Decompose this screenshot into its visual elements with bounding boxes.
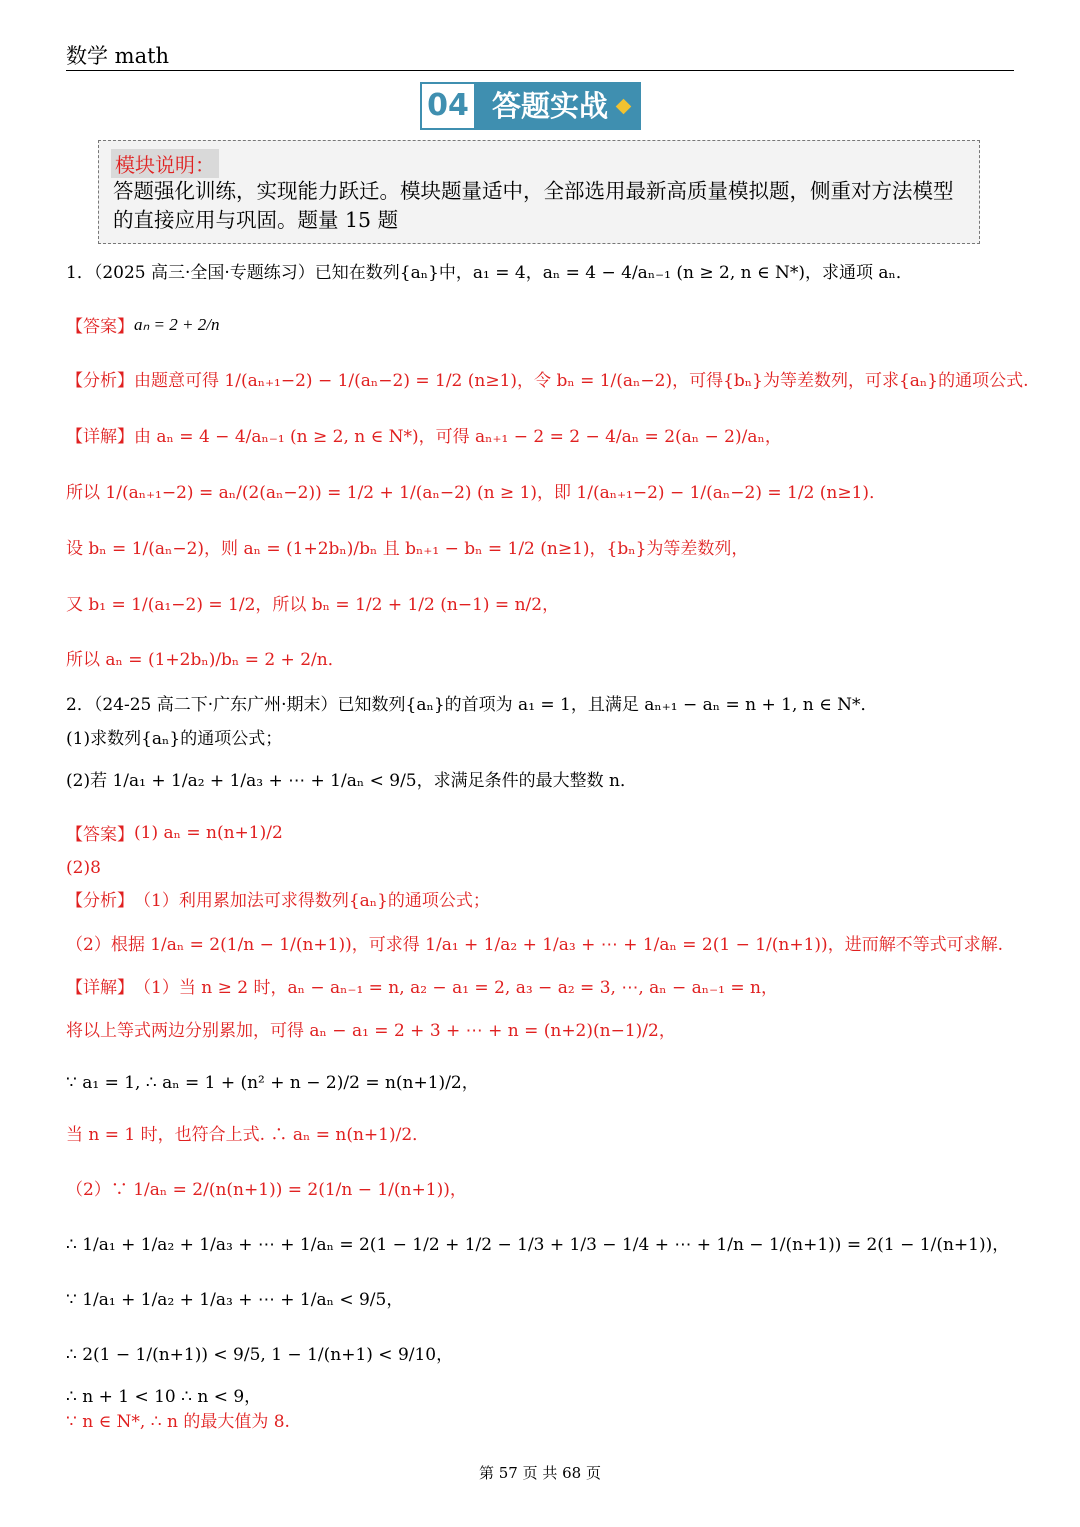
q1-detail-line-1 (66, 422, 782, 447)
q1-detail-line-2 (66, 478, 886, 503)
page-header-title: 数学 math (66, 44, 170, 68)
q2-part-2 (66, 766, 637, 791)
section-title-box (476, 82, 641, 130)
q2-detail-line-3 (66, 1068, 479, 1093)
q2-part-2-text: (2)若 1/a₁ + 1/a₂ + 1/a₃ + ⋯ + 1/aₙ < 9/5，求满足条件的最大整数 n． (66, 771, 637, 791)
q2-detail-text-6: ∴ 1/a₁ + 1/a₂ + 1/a₃ + ⋯ + 1/aₙ = 2(1 − 1/2 + 1/2 − 1/3 + 1/3 − 1/4 + ⋯ + 1/n − 1/(n+1)) = 2(1 − 1/(n+1))， (66, 1235, 1010, 1255)
q2-detail-text-3: ∵ a₁ = 1, ∴ aₙ = 1 + (n² + n − 2)/2 = n(n+1)/2， (66, 1073, 479, 1093)
q1-answer (66, 312, 219, 337)
q2-detail-label: 【详解】 (66, 978, 134, 998)
q2-detail-line-9 (66, 1382, 261, 1407)
q2-detail-text-8: ∴ 2(1 − 1/(n+1)) < 9/5, 1 − 1/(n+1) < 9/10， (66, 1345, 454, 1365)
q2-answer-1 (66, 820, 283, 845)
q1-detail-text-2: 所以 1/(aₙ₊₁−2) = aₙ/(2(aₙ−2)) = 1/2 + 1/(aₙ−2) (n ≥ 1)，即 1/(aₙ₊₁−2) − 1/(aₙ−2) = 1/2 (n≥1)． (66, 483, 887, 503)
q2-part-1-text: (1)求数列{aₙ}的通项公式； (66, 729, 283, 749)
q2-analysis-text-2: （2）根据 1/aₙ = 2(1/n − 1/(n+1))，可求得 1/a₁ + 1/a₂ + 1/a₃ + ⋯ + 1/aₙ = 2(1 − 1/(n+1))，进而解不等式可求解. (66, 935, 1004, 955)
page-number: 第 57 页 共 68 页 (478, 1464, 601, 1482)
q2-analysis-1 (66, 886, 490, 911)
q2-detail-text-9: ∴ n + 1 < 10 ∴ n < 9， (66, 1387, 262, 1407)
q2-detail-line-8 (66, 1340, 453, 1365)
q2-detail-text-1: （1）当 n ≥ 2 时，aₙ − aₙ₋₁ = n, a₂ − a₁ = 2, a₃ − a₂ = 3, ⋯, aₙ − aₙ₋₁ = n， (134, 978, 778, 998)
module-note-box (98, 140, 980, 244)
q2-detail-line-10 (66, 1407, 290, 1432)
q1-detail-text-4: 又 b₁ = 1/(a₁−2) = 1/2，所以 bₙ = 1/2 + 1/2 (n−1) = n/2， (66, 595, 560, 615)
q2-detail-line-6 (66, 1230, 1009, 1255)
module-text: 答题强化训练，实现能力跃迁。模块题量适中，全部选用最新高质量模拟题，侧重对方法模型的直接应用与巩固。题量 15 题 (113, 179, 954, 232)
q2-part-1 (66, 724, 282, 749)
q2-detail-text-5: （2）∵ 1/aₙ = 2/(n(n+1)) = 2(1/n − 1/(n+1))， (66, 1180, 467, 1200)
diamond-icon (616, 98, 632, 114)
q1-analysis-label: 【分析】 (66, 371, 134, 391)
q2-detail-text-4: 当 n = 1 时，也符合上式. ∴ aₙ = n(n+1)/2． (66, 1125, 430, 1145)
header-rule (66, 70, 1014, 71)
q2-detail-line-7 (66, 1285, 403, 1310)
module-label: 模块说明： (111, 149, 219, 178)
q2-stem (66, 690, 878, 715)
q1-detail-text-5: 所以 aₙ = (1+2bₙ)/bₙ = 2 + 2/n． (66, 650, 345, 670)
q2-analysis-2 (66, 930, 1003, 955)
q1-detail-label: 【详解】 (66, 427, 134, 447)
q2-answer-1-text: (1) aₙ = n(n+1)/2 (134, 822, 283, 843)
q2-detail-line-1 (66, 973, 778, 998)
q2-detail-line-4 (66, 1120, 429, 1145)
q2-lead-text: 2．（24-25 高二下·广东广州·期末）已知数列{aₙ}的首项为 a₁ = 1，且满足 aₙ₊₁ − aₙ = n + 1, n ∈ N*． (66, 695, 878, 715)
q2-detail-text-7: ∵ 1/a₁ + 1/a₂ + 1/a₃ + ⋯ + 1/aₙ < 9/5， (66, 1290, 404, 1310)
q2-analysis-label: 【分析】 (66, 891, 134, 911)
q2-answer-2-text: (2)8 (66, 858, 101, 878)
q1-analysis (66, 366, 1029, 391)
q2-detail-line-2 (66, 1016, 676, 1041)
q1-stem (66, 258, 913, 283)
q1-lead-text: 1．（2025 高三·全国·专题练习）已知在数列{aₙ}中，a₁ = 4，aₙ = 4 − 4/aₙ₋₁ (n ≥ 2, n ∈ N*)，求通项 aₙ． (66, 263, 913, 283)
q1-detail-line-5 (66, 645, 345, 670)
q1-answer-label: 【答案】 (66, 317, 134, 337)
section-title: 答题实战 (492, 89, 609, 123)
q2-answer-2 (66, 858, 101, 878)
section-number: 04 (420, 82, 476, 130)
q1-detail-line-3 (66, 534, 748, 559)
q2-detail-text-2: 将以上等式两边分别累加，可得 aₙ − a₁ = 2 + 3 + ⋯ + n = (n+2)(n−1)/2， (66, 1021, 676, 1041)
q2-detail-text-10: ∵ n ∈ N*, ∴ n 的最大值为 8. (66, 1412, 290, 1432)
q1-detail-text-1: 由 aₙ = 4 − 4/aₙ₋₁ (n ≥ 2, n ∈ N*)，可得 aₙ₊₁ − 2 = 2 − 4/aₙ = 2(aₙ − 2)/aₙ， (134, 427, 782, 447)
q2-detail-line-5 (66, 1175, 467, 1200)
section-badge (420, 82, 641, 130)
q2-analysis-text-1: （1）利用累加法可求得数列{aₙ}的通项公式； (134, 891, 490, 911)
q1-answer-formula: aₙ = 2 + 2/n (134, 314, 220, 334)
q1-detail-line-4 (66, 590, 559, 615)
q1-detail-text-3: 设 bₙ = 1/(aₙ−2)，则 aₙ = (1+2bₙ)/bₙ 且 bₙ₊₁ − bₙ = 1/2 (n≥1)，{bₙ}为等差数列， (66, 539, 749, 559)
q1-analysis-text: 由题意可得 1/(aₙ₊₁−2) − 1/(aₙ−2) = 1/2 (n≥1)，令 bₙ = 1/(aₙ−2)，可得{bₙ}为等差数列，可求{aₙ}的通项公式. (134, 371, 1029, 391)
q2-answer-label: 【答案】 (66, 825, 134, 845)
